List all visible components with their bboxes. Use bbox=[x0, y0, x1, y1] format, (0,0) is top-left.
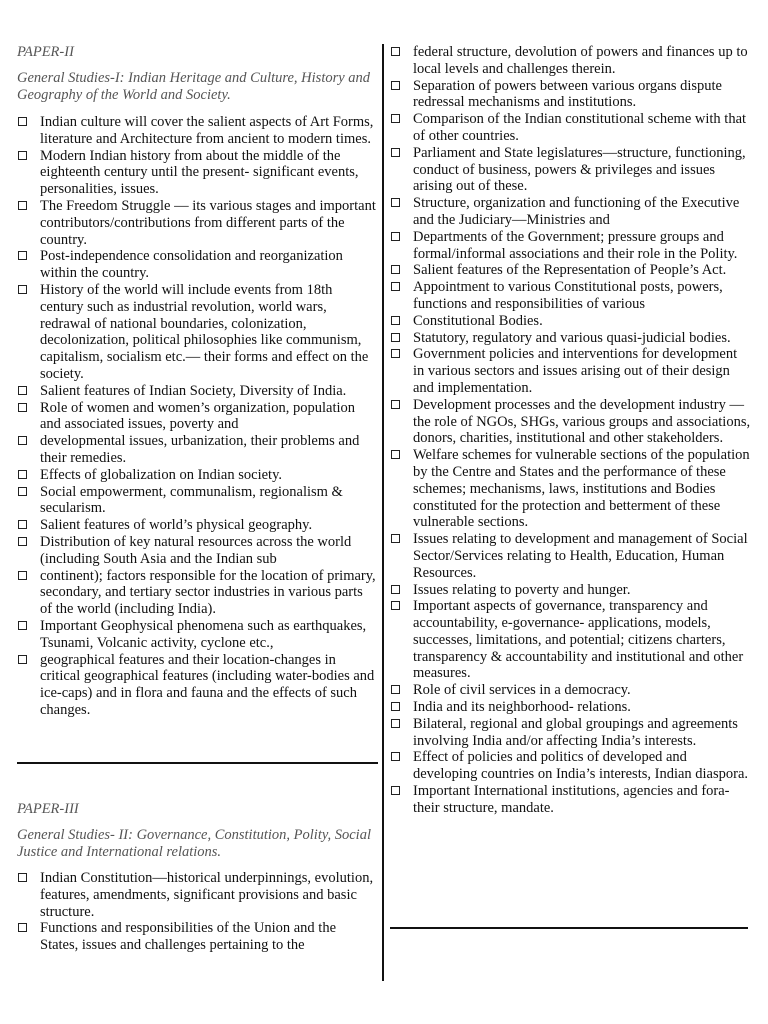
list-item: Important International institutions, agencies and fora- their structure, mandate. bbox=[390, 783, 752, 817]
list-item: Separation of powers between various organs dispute redressal mechanisms and institutions. bbox=[390, 78, 752, 112]
checkbox-icon bbox=[18, 520, 27, 529]
list-item: Salient features of world’s physical geography. bbox=[17, 517, 377, 534]
checkbox-icon bbox=[18, 117, 27, 126]
list-item: Appointment to various Constitutional posts, powers, functions and responsibilities of various bbox=[390, 279, 752, 313]
list-item: continent); factors responsible for the location of primary, secondary, and tertiary sector industries in various parts of the world (including India). bbox=[17, 568, 377, 618]
list-item: Functions and responsibilities of the Union and the States, issues and challenges pertaining to the bbox=[17, 920, 377, 954]
checkbox-icon bbox=[18, 655, 27, 664]
column-divider bbox=[382, 44, 384, 981]
list-item: Salient features of the Representation of People’s Act. bbox=[390, 262, 752, 279]
checkbox-icon bbox=[18, 873, 27, 882]
checkbox-icon bbox=[18, 621, 27, 630]
paper3-heading: General Studies- II: Governance, Constitution, Polity, Social Justice and International relations. bbox=[17, 827, 371, 860]
checkbox-icon bbox=[391, 534, 400, 543]
list-item: Welfare schemes for vulnerable sections of the population by the Centre and States and the performance of these schemes; mechanisms, laws, institutions and Bodies constituted for the protection and betterment of these vulnerable sections. bbox=[390, 447, 752, 531]
checkbox-icon bbox=[391, 198, 400, 207]
list-item: Government policies and interventions for development in various sectors and issues arising out of their design and implementation. bbox=[390, 346, 752, 396]
checkbox-icon bbox=[391, 316, 400, 325]
checkbox-icon bbox=[18, 151, 27, 160]
checkbox-icon bbox=[18, 436, 27, 445]
list-item: Distribution of key natural resources across the world (including South Asia and the Indian sub bbox=[17, 534, 377, 568]
list-item: Indian culture will cover the salient aspects of Art Forms, literature and Architecture from ancient to modern times. bbox=[17, 114, 377, 148]
checkbox-icon bbox=[18, 487, 27, 496]
list-item: Development processes and the development industry —the role of NGOs, SHGs, various groups and associations, donors, charities, institutional and other stakeholders. bbox=[390, 397, 752, 447]
checkbox-icon bbox=[391, 601, 400, 610]
list-item: Role of women and women’s organization, population and associated issues, poverty and bbox=[17, 400, 377, 434]
list-item: Important aspects of governance, transparency and accountability, e-governance- applications, models, successes, limitations, and potential; citizens charters, transparency & accountability and institutional and other measures. bbox=[390, 598, 752, 682]
checkbox-icon bbox=[18, 403, 27, 412]
list-item: Post-independence consolidation and reorganization within the country. bbox=[17, 248, 377, 282]
list-item: Salient features of Indian Society, Diversity of India. bbox=[17, 383, 377, 400]
list-item: geographical features and their location-changes in critical geographical features (including water-bodies and ice-caps) and in flora and fauna and the effects of such changes. bbox=[17, 652, 377, 719]
list-item: developmental issues, urbanization, their problems and their remedies. bbox=[17, 433, 377, 467]
checkbox-icon bbox=[391, 719, 400, 728]
list-item: federal structure, devolution of powers and finances up to local levels and challenges therein. bbox=[390, 44, 752, 78]
section-divider-right bbox=[390, 927, 748, 929]
section-divider-left bbox=[17, 762, 378, 764]
list-item: The Freedom Struggle — its various stages and important contributors/contributions from different parts of the country. bbox=[17, 198, 377, 248]
checkbox-icon bbox=[18, 470, 27, 479]
checkbox-icon bbox=[18, 923, 27, 932]
paper3-list bbox=[17, 870, 377, 954]
checkbox-icon bbox=[18, 386, 27, 395]
checkbox-icon bbox=[391, 752, 400, 761]
list-item: Modern Indian history from about the middle of the eighteenth century until the present- significant events, personalities, issues. bbox=[17, 148, 377, 198]
checkbox-icon bbox=[391, 81, 400, 90]
paper3-title: PAPER-III bbox=[17, 801, 79, 817]
checkbox-icon bbox=[391, 47, 400, 56]
checkbox-icon bbox=[391, 585, 400, 594]
paper2-heading: General Studies-I: Indian Heritage and Culture, History and Geography of the World and Society. bbox=[17, 70, 371, 103]
paper2-title: PAPER-II bbox=[17, 44, 74, 60]
checkbox-icon bbox=[391, 333, 400, 342]
checkbox-icon bbox=[391, 282, 400, 291]
list-item: Comparison of the Indian constitutional scheme with that of other countries. bbox=[390, 111, 752, 145]
checkbox-icon bbox=[391, 450, 400, 459]
checkbox-icon bbox=[18, 285, 27, 294]
list-item: Structure, organization and functioning of the Executive and the Judiciary—Ministries and bbox=[390, 195, 752, 229]
list-item: Indian Constitution—historical underpinnings, evolution, features, amendments, significant provisions and basic structure. bbox=[17, 870, 377, 920]
list-item: India and its neighborhood- relations. bbox=[390, 699, 752, 716]
list-item: History of the world will include events from 18th century such as industrial revolution, world wars, redrawal of national boundaries, colonization, decolonization, political philosophies like communism, capitalism, socialism etc.— their forms and effect on the society. bbox=[17, 282, 377, 383]
checkbox-icon bbox=[18, 201, 27, 210]
checkbox-icon bbox=[391, 685, 400, 694]
checkbox-icon bbox=[18, 571, 27, 580]
checkbox-icon bbox=[391, 232, 400, 241]
list-item: Effects of globalization on Indian society. bbox=[17, 467, 377, 484]
list-item: Important Geophysical phenomena such as earthquakes, Tsunami, Volcanic activity, cyclone etc., bbox=[17, 618, 377, 652]
checkbox-icon bbox=[391, 265, 400, 274]
list-item: Issues relating to poverty and hunger. bbox=[390, 582, 752, 599]
list-item: Effect of policies and politics of developed and developing countries on India’s interests, Indian diaspora. bbox=[390, 749, 752, 783]
list-item: Statutory, regulatory and various quasi-judicial bodies. bbox=[390, 330, 752, 347]
list-item: Constitutional Bodies. bbox=[390, 313, 752, 330]
right-column-list bbox=[390, 44, 752, 817]
checkbox-icon bbox=[391, 114, 400, 123]
checkbox-icon bbox=[391, 786, 400, 795]
list-item: Parliament and State legislatures—structure, functioning, conduct of business, powers & privileges and issues arising out of these. bbox=[390, 145, 752, 195]
checkbox-icon bbox=[391, 400, 400, 409]
list-item: Social empowerment, communalism, regionalism & secularism. bbox=[17, 484, 377, 518]
checkbox-icon bbox=[391, 148, 400, 157]
checkbox-icon bbox=[18, 537, 27, 546]
paper2-list bbox=[17, 114, 377, 719]
checkbox-icon bbox=[18, 251, 27, 260]
checkbox-icon bbox=[391, 349, 400, 358]
list-item: Bilateral, regional and global groupings and agreements involving India and/or affecting India’s interests. bbox=[390, 716, 752, 750]
list-item: Role of civil services in a democracy. bbox=[390, 682, 752, 699]
checkbox-icon bbox=[391, 702, 400, 711]
list-item: Departments of the Government; pressure groups and formal/informal associations and their role in the Polity. bbox=[390, 229, 752, 263]
list-item: Issues relating to development and management of Social Sector/Services relating to Health, Education, Human Resources. bbox=[390, 531, 752, 581]
